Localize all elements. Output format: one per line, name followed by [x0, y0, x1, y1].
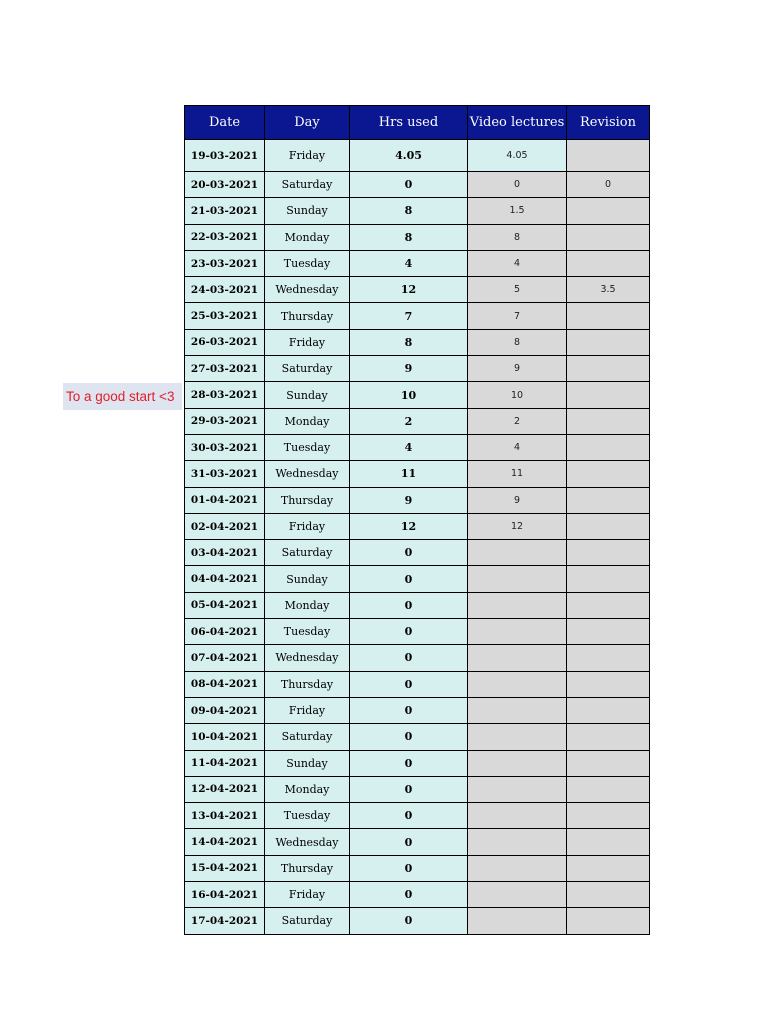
cell-revision[interactable] — [567, 645, 650, 671]
header-revision[interactable]: Revision — [567, 106, 650, 140]
cell-video-lectures[interactable] — [468, 776, 567, 802]
cell-revision[interactable] — [567, 198, 650, 224]
cell-hrs-used[interactable]: 0 — [350, 619, 468, 645]
study-log-table — [184, 105, 650, 935]
cell-day[interactable]: Sunday — [265, 382, 350, 408]
cell-hrs-used[interactable]: 0 — [350, 724, 468, 750]
cell-hrs-used[interactable]: 0 — [350, 882, 468, 908]
cell-date[interactable]: 01-04-2021 — [185, 487, 265, 513]
cell-hrs-used[interactable]: 10 — [350, 382, 468, 408]
cell-revision[interactable] — [567, 566, 650, 592]
cell-day[interactable]: Sunday — [265, 198, 350, 224]
cell-date[interactable]: 14-04-2021 — [185, 829, 265, 855]
cell-hrs-used[interactable]: 0 — [350, 803, 468, 829]
cell-hrs-used[interactable]: 0 — [350, 776, 468, 802]
cell-day[interactable]: Wednesday — [265, 645, 350, 671]
table-row — [185, 408, 650, 434]
cell-day[interactable]: Thursday — [265, 487, 350, 513]
cell-video-lectures[interactable] — [468, 697, 567, 723]
cell-video-lectures[interactable]: 0 — [468, 172, 567, 198]
cell-day[interactable]: Wednesday — [265, 461, 350, 487]
cell-revision[interactable] — [567, 224, 650, 250]
cell-date[interactable]: 29-03-2021 — [185, 408, 265, 434]
table-row — [185, 803, 650, 829]
cell-revision[interactable] — [567, 724, 650, 750]
cell-hrs-used[interactable]: 0 — [350, 645, 468, 671]
header-hrs-used[interactable]: Hrs used — [350, 106, 468, 140]
cell-revision[interactable] — [567, 671, 650, 697]
cell-hrs-used[interactable]: 11 — [350, 461, 468, 487]
cell-date[interactable]: 09-04-2021 — [185, 697, 265, 723]
cell-hrs-used[interactable]: 8 — [350, 198, 468, 224]
header-row — [185, 106, 650, 140]
cell-revision[interactable] — [567, 487, 650, 513]
cell-video-lectures[interactable] — [468, 882, 567, 908]
table-row — [185, 645, 650, 671]
cell-revision[interactable] — [567, 434, 650, 460]
cell-hrs-used[interactable]: 0 — [350, 540, 468, 566]
cell-day[interactable]: Friday — [265, 140, 350, 172]
cell-video-lectures[interactable] — [468, 750, 567, 776]
cell-day[interactable]: Friday — [265, 882, 350, 908]
cell-revision[interactable] — [567, 540, 650, 566]
cell-revision[interactable] — [567, 303, 650, 329]
cell-hrs-used[interactable]: 4.05 — [350, 140, 468, 172]
cell-day[interactable]: Monday — [265, 224, 350, 250]
cell-revision[interactable] — [567, 750, 650, 776]
table-row — [185, 776, 650, 802]
cell-revision[interactable] — [567, 250, 650, 276]
table-row — [185, 829, 650, 855]
cell-day[interactable]: Sunday — [265, 566, 350, 592]
cell-video-lectures[interactable] — [468, 803, 567, 829]
table-row — [185, 513, 650, 539]
cell-revision[interactable] — [567, 382, 650, 408]
cell-video-lectures[interactable]: 1.5 — [468, 198, 567, 224]
cell-date[interactable]: 19-03-2021 — [185, 140, 265, 172]
cell-video-lectures[interactable]: 8 — [468, 329, 567, 355]
cell-date[interactable]: 02-04-2021 — [185, 513, 265, 539]
cell-date[interactable]: 27-03-2021 — [185, 356, 265, 382]
cell-hrs-used[interactable]: 0 — [350, 566, 468, 592]
cell-day[interactable]: Saturday — [265, 908, 350, 934]
header-date[interactable]: Date — [185, 106, 265, 140]
cell-date[interactable]: 25-03-2021 — [185, 303, 265, 329]
cell-day[interactable]: Monday — [265, 592, 350, 618]
cell-revision[interactable] — [567, 408, 650, 434]
table-row — [185, 619, 650, 645]
cell-day[interactable]: Tuesday — [265, 434, 350, 460]
cell-video-lectures[interactable]: 4.05 — [468, 140, 567, 172]
cell-day[interactable]: Friday — [265, 697, 350, 723]
table-row — [185, 172, 650, 198]
cell-date[interactable]: 10-04-2021 — [185, 724, 265, 750]
cell-date[interactable]: 03-04-2021 — [185, 540, 265, 566]
table-row — [185, 697, 650, 723]
cell-revision[interactable] — [567, 776, 650, 802]
cell-video-lectures[interactable]: 5 — [468, 277, 567, 303]
cell-video-lectures[interactable] — [468, 566, 567, 592]
table-row — [185, 382, 650, 408]
table-row — [185, 855, 650, 881]
cell-date[interactable]: 23-03-2021 — [185, 250, 265, 276]
table-row — [185, 250, 650, 276]
cell-revision[interactable]: 3.5 — [567, 277, 650, 303]
table-row — [185, 329, 650, 355]
table-row — [185, 592, 650, 618]
cell-date[interactable]: 28-03-2021 — [185, 382, 265, 408]
cell-video-lectures[interactable] — [468, 592, 567, 618]
cell-video-lectures[interactable]: 4 — [468, 434, 567, 460]
cell-hrs-used[interactable]: 9 — [350, 487, 468, 513]
cell-date[interactable]: 11-04-2021 — [185, 750, 265, 776]
cell-hrs-used[interactable]: 0 — [350, 855, 468, 881]
cell-day[interactable]: Sunday — [265, 750, 350, 776]
cell-revision[interactable] — [567, 356, 650, 382]
header-day[interactable]: Day — [265, 106, 350, 140]
cell-hrs-used[interactable]: 8 — [350, 224, 468, 250]
cell-date[interactable]: 04-04-2021 — [185, 566, 265, 592]
cell-revision[interactable] — [567, 461, 650, 487]
cell-day[interactable]: Friday — [265, 329, 350, 355]
cell-video-lectures[interactable]: 7 — [468, 303, 567, 329]
cell-revision[interactable] — [567, 855, 650, 881]
table-row — [185, 277, 650, 303]
cell-video-lectures[interactable]: 2 — [468, 408, 567, 434]
cell-video-lectures[interactable] — [468, 855, 567, 881]
cell-hrs-used[interactable]: 0 — [350, 172, 468, 198]
cell-day[interactable]: Tuesday — [265, 250, 350, 276]
cell-video-lectures[interactable]: 8 — [468, 224, 567, 250]
table-row — [185, 882, 650, 908]
table-row — [185, 750, 650, 776]
cell-revision[interactable] — [567, 592, 650, 618]
cell-revision[interactable] — [567, 140, 650, 172]
cell-day[interactable]: Thursday — [265, 303, 350, 329]
table-row — [185, 140, 650, 172]
cell-revision[interactable] — [567, 803, 650, 829]
cell-revision[interactable] — [567, 908, 650, 934]
cell-hrs-used[interactable]: 2 — [350, 408, 468, 434]
cell-day[interactable]: Monday — [265, 408, 350, 434]
cell-hrs-used[interactable]: 12 — [350, 277, 468, 303]
cell-date[interactable]: 24-03-2021 — [185, 277, 265, 303]
table-body — [185, 140, 650, 935]
cell-date[interactable]: 06-04-2021 — [185, 619, 265, 645]
cell-hrs-used[interactable]: 4 — [350, 434, 468, 460]
cell-video-lectures[interactable] — [468, 671, 567, 697]
cell-hrs-used[interactable]: 8 — [350, 329, 468, 355]
cell-date[interactable]: 30-03-2021 — [185, 434, 265, 460]
cell-video-lectures[interactable]: 9 — [468, 356, 567, 382]
cell-date[interactable]: 22-03-2021 — [185, 224, 265, 250]
cell-date[interactable]: 15-04-2021 — [185, 855, 265, 881]
table-row — [185, 724, 650, 750]
header-video-lectures[interactable]: Video lectures — [468, 106, 567, 140]
cell-day[interactable]: Thursday — [265, 855, 350, 881]
cell-date[interactable]: 05-04-2021 — [185, 592, 265, 618]
cell-day[interactable]: Saturday — [265, 540, 350, 566]
table-row — [185, 566, 650, 592]
cell-note[interactable]: To a good start <3 — [63, 383, 182, 410]
cell-day[interactable]: Friday — [265, 513, 350, 539]
cell-day[interactable]: Wednesday — [265, 277, 350, 303]
cell-video-lectures[interactable] — [468, 619, 567, 645]
table-row — [185, 461, 650, 487]
cell-hrs-used[interactable]: 0 — [350, 829, 468, 855]
cell-video-lectures[interactable]: 12 — [468, 513, 567, 539]
table-row — [185, 671, 650, 697]
cell-date[interactable]: 07-04-2021 — [185, 645, 265, 671]
cell-revision[interactable] — [567, 513, 650, 539]
cell-day[interactable]: Wednesday — [265, 829, 350, 855]
cell-video-lectures[interactable] — [468, 645, 567, 671]
cell-revision[interactable] — [567, 619, 650, 645]
table-row — [185, 198, 650, 224]
cell-date[interactable]: 16-04-2021 — [185, 882, 265, 908]
cell-date[interactable]: 21-03-2021 — [185, 198, 265, 224]
cell-revision[interactable] — [567, 882, 650, 908]
cell-hrs-used[interactable]: 0 — [350, 592, 468, 618]
cell-day[interactable]: Saturday — [265, 724, 350, 750]
cell-date[interactable]: 12-04-2021 — [185, 776, 265, 802]
cell-day[interactable]: Saturday — [265, 356, 350, 382]
cell-hrs-used[interactable]: 0 — [350, 697, 468, 723]
cell-video-lectures[interactable]: 10 — [468, 382, 567, 408]
cell-date[interactable]: 31-03-2021 — [185, 461, 265, 487]
cell-hrs-used[interactable]: 0 — [350, 908, 468, 934]
cell-hrs-used[interactable]: 0 — [350, 750, 468, 776]
table-row — [185, 487, 650, 513]
cell-date[interactable]: 20-03-2021 — [185, 172, 265, 198]
cell-video-lectures[interactable]: 11 — [468, 461, 567, 487]
table-row — [185, 434, 650, 460]
cell-video-lectures[interactable] — [468, 540, 567, 566]
cell-day[interactable]: Monday — [265, 776, 350, 802]
cell-hrs-used[interactable]: 7 — [350, 303, 468, 329]
cell-date[interactable]: 08-04-2021 — [185, 671, 265, 697]
cell-video-lectures[interactable]: 9 — [468, 487, 567, 513]
cell-revision[interactable] — [567, 329, 650, 355]
cell-day[interactable]: Tuesday — [265, 803, 350, 829]
cell-revision[interactable] — [567, 829, 650, 855]
cell-date[interactable]: 17-04-2021 — [185, 908, 265, 934]
cell-date[interactable]: 13-04-2021 — [185, 803, 265, 829]
cell-day[interactable]: Saturday — [265, 172, 350, 198]
cell-revision[interactable]: 0 — [567, 172, 650, 198]
cell-video-lectures[interactable] — [468, 724, 567, 750]
cell-video-lectures[interactable] — [468, 908, 567, 934]
cell-hrs-used[interactable]: 9 — [350, 356, 468, 382]
table-row — [185, 908, 650, 934]
table-row — [185, 356, 650, 382]
cell-hrs-used[interactable]: 4 — [350, 250, 468, 276]
cell-day[interactable]: Tuesday — [265, 619, 350, 645]
table-row — [185, 540, 650, 566]
cell-hrs-used[interactable]: 0 — [350, 671, 468, 697]
cell-day[interactable]: Thursday — [265, 671, 350, 697]
cell-hrs-used[interactable]: 12 — [350, 513, 468, 539]
cell-video-lectures[interactable] — [468, 829, 567, 855]
cell-video-lectures[interactable]: 4 — [468, 250, 567, 276]
cell-date[interactable]: 26-03-2021 — [185, 329, 265, 355]
table-row — [185, 224, 650, 250]
table-row — [185, 303, 650, 329]
cell-revision[interactable] — [567, 697, 650, 723]
